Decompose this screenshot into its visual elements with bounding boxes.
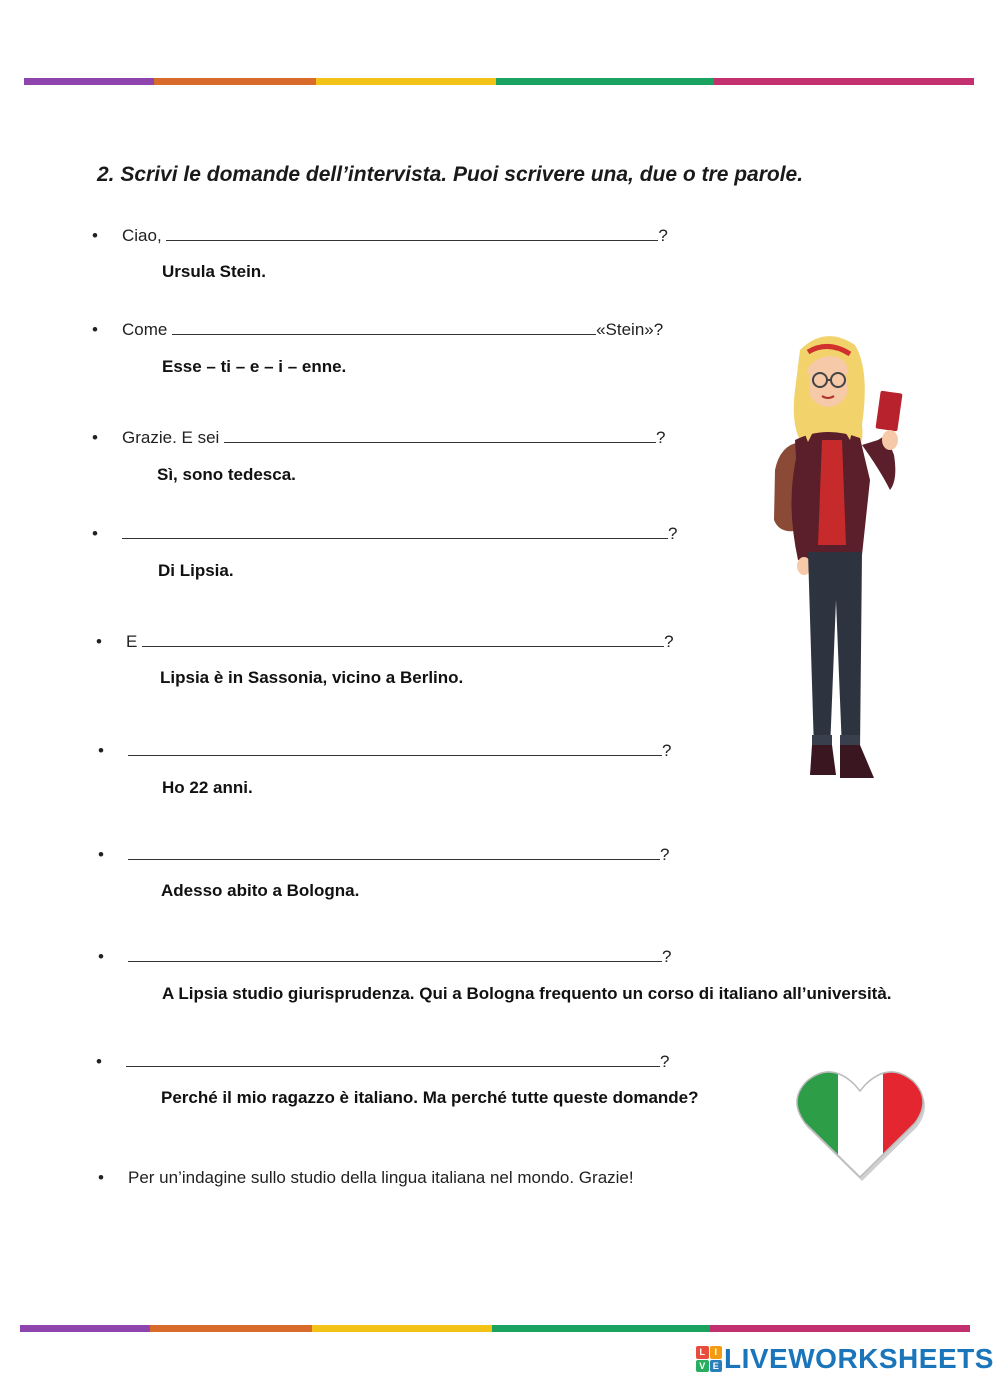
answer-2: Esse – ti – e – i – enne.	[162, 357, 347, 376]
question-suffix: ?	[658, 226, 668, 245]
answer-9: Perché il mio ragazzo è italiano. Ma perché tutte queste domande?	[161, 1088, 699, 1107]
question-6	[98, 741, 672, 761]
answer-blank[interactable]	[128, 741, 662, 756]
stripe-purple	[24, 78, 154, 85]
answer-blank[interactable]	[128, 947, 662, 962]
question-3	[92, 428, 666, 448]
bullet: •	[96, 632, 102, 651]
question-2	[92, 320, 664, 340]
question-suffix: «Stein»?	[596, 320, 664, 339]
answer-blank[interactable]	[142, 632, 664, 647]
answer-4: Di Lipsia.	[158, 561, 234, 580]
bullet: •	[92, 226, 98, 245]
answer-1: Ursula Stein.	[162, 262, 266, 281]
question-suffix: ?	[660, 1052, 670, 1071]
question-prefix: Ciao,	[122, 226, 167, 245]
question-9	[96, 1052, 670, 1072]
stripe-magenta	[714, 78, 974, 85]
answer-blank[interactable]	[224, 428, 656, 443]
stripe-yellow	[312, 1325, 492, 1332]
liveworksheets-logo	[696, 1343, 994, 1375]
answer-3: Sì, sono tedesca.	[157, 465, 296, 484]
exercise-title: 2. Scrivi le domande dell’intervista. Puoi scrivere una, due o tre parole.	[97, 163, 804, 186]
question-suffix: ?	[662, 741, 672, 760]
question-suffix: ?	[668, 524, 678, 543]
bullet: •	[96, 1052, 102, 1071]
answer-blank[interactable]	[126, 1052, 660, 1067]
answer-blank[interactable]	[128, 845, 660, 860]
stripe-orange	[154, 78, 316, 85]
answer-blank[interactable]	[172, 320, 596, 335]
stripe-purple	[20, 1325, 150, 1332]
bullet: •	[92, 320, 98, 339]
italian-flag-heart-icon	[793, 1065, 928, 1185]
bullet: •	[98, 741, 104, 760]
question-prefix: Grazie. E sei	[122, 428, 225, 447]
question-4	[92, 524, 678, 544]
question-7	[98, 845, 670, 865]
answer-5: Lipsia è in Sassonia, vicino a Berlino.	[160, 668, 464, 687]
answer-6: Ho 22 anni.	[162, 778, 253, 797]
bullet: •	[98, 947, 104, 966]
stripe-green	[492, 1325, 710, 1332]
question-5	[96, 632, 674, 652]
bullet: •	[92, 524, 98, 543]
question-8	[98, 947, 672, 967]
bottom-color-stripe	[20, 1325, 970, 1332]
bullet: •	[92, 428, 98, 447]
closing-line	[98, 1168, 634, 1188]
top-color-stripe	[24, 78, 974, 85]
liveworksheets-logo-icon: L I V E	[696, 1346, 722, 1372]
question-1	[92, 226, 668, 246]
question-suffix: ?	[664, 632, 674, 651]
answer-8: A Lipsia studio giurisprudenza. Qui a Bologna frequento un corso di italiano all’università.	[162, 984, 892, 1003]
question-suffix: ?	[660, 845, 670, 864]
stripe-orange	[150, 1325, 312, 1332]
stripe-yellow	[316, 78, 496, 85]
stripe-magenta	[710, 1325, 970, 1332]
stripe-green	[496, 78, 714, 85]
closing-text: Per un’indagine sullo studio della lingua italiana nel mondo. Grazie!	[128, 1168, 634, 1187]
answer-7: Adesso abito a Bologna.	[161, 881, 360, 900]
question-suffix: ?	[662, 947, 672, 966]
bullet: •	[98, 845, 104, 864]
logo-text: LIVEWORKSHEETS	[724, 1343, 994, 1374]
answer-blank[interactable]	[122, 524, 668, 539]
student-girl-illustration	[770, 330, 910, 790]
question-suffix: ?	[656, 428, 666, 447]
question-prefix: E	[126, 632, 143, 651]
bullet: •	[98, 1168, 104, 1187]
question-prefix: Come	[122, 320, 173, 339]
answer-blank[interactable]	[166, 226, 658, 241]
